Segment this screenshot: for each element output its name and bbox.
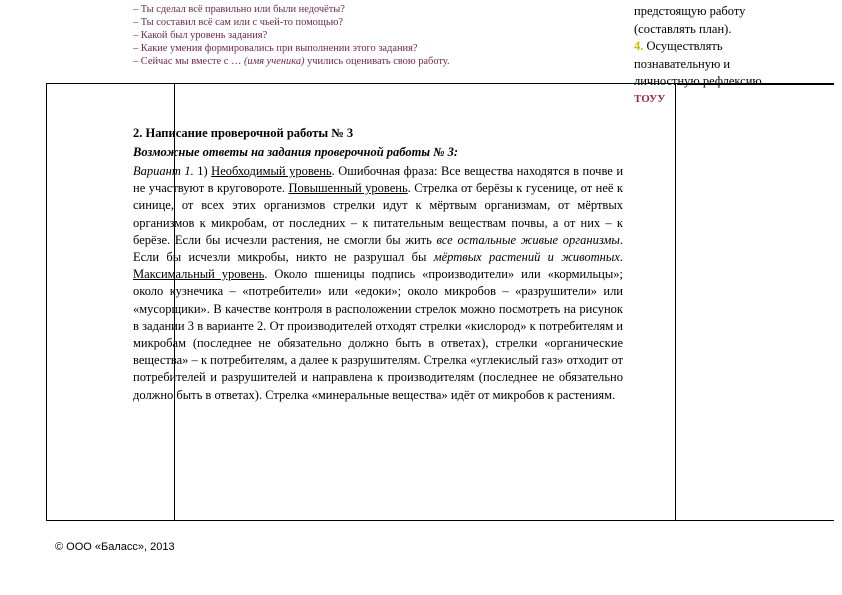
text-fragment: . Если бы исчезли микробы, никто не разрушал бы	[133, 232, 623, 265]
student-name-placeholder: (имя ученика)	[243, 56, 305, 67]
question-text: – Сейчас мы вместе с …	[133, 56, 244, 67]
reflection-questions	[133, 3, 623, 68]
question-item	[133, 55, 623, 68]
level-max: Максимальный уровень	[133, 267, 265, 282]
question-item: – Какой был уровень задания?	[133, 30, 268, 41]
section-subtitle: Возможные ответы на задания проверочной работы № 3:	[133, 145, 459, 159]
level-required: Необходимый уровень	[211, 164, 332, 178]
section-title: 2. Написание проверочной работы № 3	[133, 126, 354, 140]
question-item: – Ты составил всё сам или с чьей-то помощью?	[133, 17, 343, 28]
question-item: – Ты сделал всё правильно или были недочёты?	[133, 4, 345, 15]
variant-label: Вариант 1.	[133, 164, 194, 178]
skill-item	[634, 38, 786, 91]
text-fragment: .	[619, 250, 623, 265]
italic-fragment: мёртвых растений и животных	[433, 250, 620, 265]
skill-code: ТОУУ	[634, 92, 666, 105]
question-item: – Какие умения формировались при выполнении этого задания?	[133, 43, 418, 54]
level-higher: Повышенный уровень	[288, 181, 408, 196]
right-column-text	[634, 3, 786, 108]
italic-fragment: все остальные живые организмы	[436, 232, 620, 247]
question-text: учились оценивать свою работу.	[304, 56, 450, 67]
text-fragment: . Ошибочная фраза: Все вещества находятся в почве и не участвуют в круговороте.	[133, 164, 624, 196]
skill-text: Осуществлять познавательную и личностную рефлексию.	[634, 39, 765, 88]
skill-number: 4.	[634, 39, 644, 53]
text-fragment: 1)	[193, 164, 212, 178]
column-divider-right	[675, 84, 676, 520]
skill-text: предстоящую работу (составлять план).	[634, 4, 746, 36]
text-fragment: . Стрелка от берёзы к гусенице, от неё к синице, от всех этих организмов стрелки идут к мёртвым организмам, от мёртвых организмов к микробам, от последних – к питательным веществам почвы, а от них – к берёзе. Если бы исчезли растения, не смогли бы жить	[133, 181, 623, 247]
answers-text	[133, 163, 623, 404]
copyright-footer: © ООО «Баласс», 2013	[55, 541, 175, 553]
text-fragment: . Около пшеницы подпись «производители» или «кормильцы»; около кузнечика – «потребители» или «едоки»; около микробов – «разрушители» или «мусорщики». В качестве контроля в расположении стрелок можно посмотреть на рисунок в задании 3 в варианте 2. От производителей отходят стрелки «кислород» к потребителям и микробам (последнее не обязательно должно быть в ответах), стрелки «органические вещества» – к потребителям, а далее к разрушителям. Стрелка «углекислый газ» отходит от потребителей и разрушителей и направлена к производителям (последнее не обязательно должно быть в ответах). Стрелка «минеральные вещества» идёт от микробов к растениям.	[133, 267, 623, 402]
